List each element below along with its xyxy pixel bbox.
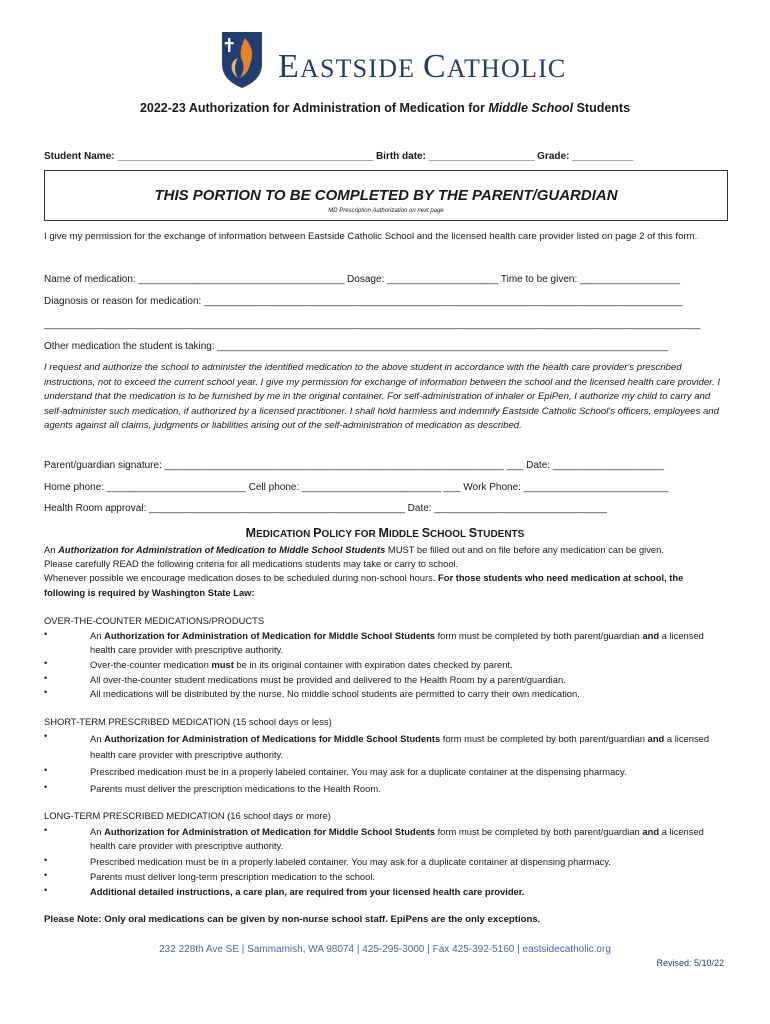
otc-item-4: All medications will be distributed by the nurse. No middle school students are permitted to carry their own medication.: [90, 688, 580, 699]
authorization-text: I request and authorize the school to administer the identified medication to the above student in accordance with the health care provider's prescribed instructions, not to exceed the current school year. I give my permission for exchange of information between the school and the licensed health care provider. I understand that the medication is to be furnished by me in the original container. For self-administration of inhaler or EpiPen, I authorize my child to carry and self-administer such medication, if authorized by a licensed practitioner. I shall hold harmless and indemnify Eastside Catholic School's officers, employees and agents against all claims, judgments or liabilities arising out of the self-administration of medication as described.: [44, 362, 721, 431]
bullet-icon: •: [44, 825, 48, 835]
bullet-icon: •: [44, 658, 48, 668]
other-medication-field-line[interactable]: Other medication the student is taking: _________________________________________________________________________________: [44, 341, 668, 352]
phone-field-line[interactable]: Home phone: _________________________ Cell phone: _________________________ ___ Work Phone: __________________________: [44, 482, 669, 493]
parent-box-subtext: MD Prescription Authorization on next page: [328, 208, 444, 214]
bullet-icon: •: [44, 765, 48, 775]
otc-item-3: All over-the-counter student medications must be provided and delivered to the Health Room by a parent/guardian.: [90, 674, 566, 685]
footer-address: 232 228th Ave SE | Sammamish, WA 98074 | 425-295-3000 | Fax 425-392-5160 | eastsidecatholic.org: [159, 944, 611, 955]
long-term-item-2: Prescribed medication must be in a properly labeled container. You may ask for a duplicate container at dispensing pharmacy.: [90, 856, 611, 867]
signature-field-line[interactable]: Parent/guardian signature: _____________________________________________________________ ___ Date: ____________________: [44, 460, 665, 471]
medication-field-line[interactable]: Name of medication: _____________________________________ Dosage: ____________________ Time to be given: __________________: [44, 274, 681, 285]
short-term-item-2: Prescribed medication must be in a properly labeled container. You may ask for a duplicate container at the dispensing pharmacy.: [90, 766, 627, 777]
policy-note: Please Note: Only oral medications can be given by non-nurse school staff. EpiPens are the only exceptions.: [44, 914, 541, 925]
short-term-item-3: Parents must deliver the prescription medications to the Health Room.: [90, 783, 381, 794]
revised-date: Revised: 5/10/22: [656, 958, 724, 968]
diagnosis-field-line[interactable]: Diagnosis or reason for medication: ______________________________________________________________________________________: [44, 296, 683, 307]
parent-box-heading: THIS PORTION TO BE COMPLETED BY THE PARENT/GUARDIAN: [154, 187, 618, 204]
bullet-icon: •: [44, 731, 48, 741]
bullet-icon: •: [44, 687, 48, 697]
long-term-item-1: An Authorization for Administration of Medication for Middle School Students form must be completed by both parent/guardian and a licensed health care provider with prescriptive authority.: [90, 826, 704, 851]
long-term-heading: LONG-TERM PRESCRIBED MEDICATION (16 school days or more): [44, 810, 331, 821]
bullet-icon: •: [44, 885, 48, 895]
permission-text: I give my permission for the exchange of information between Eastside Catholic School and the licensed health care provider listed on page 2 of this form.: [44, 231, 698, 242]
brand-wordmark: EASTSIDE CATHOLIC: [278, 48, 567, 85]
bullet-icon: •: [44, 629, 48, 639]
short-term-heading: SHORT-TERM PRESCRIBED MEDICATION (15 school days or less): [44, 716, 332, 727]
student-info-line[interactable]: Student Name: ______________________________________________ Birth date: ___________________ Grade: ___________: [44, 151, 634, 162]
page-title: 2022-23 Authorization for Administration of Medication for Middle School Students: [139, 101, 631, 115]
otc-item-2: Over-the-counter medication must be in its original container with expiration dates checked by parent.: [90, 659, 513, 670]
bullet-icon: •: [44, 673, 48, 683]
long-term-item-4: Additional detailed instructions, a care plan, are required from your licensed health care provider.: [90, 886, 525, 897]
shield-crest-icon: [218, 28, 266, 90]
otc-item-1: An Authorization for Administration of Medication for Middle School Students form must be completed by both parent/guardian and a licensed health care provider with prescriptive authority.: [90, 630, 704, 655]
bullet-icon: •: [44, 782, 48, 792]
health-room-field-line[interactable]: Health Room approval: ______________________________________________ Date: _______________________________: [44, 503, 607, 514]
school-logo: [218, 28, 567, 94]
policy-intro-2: Please carefully READ the following criteria for all medications students may take or carry to school.: [44, 558, 459, 569]
policy-section-title: MEDICATION POLICY FOR MIDDLE SCHOOL STUDENTS: [245, 526, 525, 540]
short-term-item-1: An Authorization for Administration of Medications for Middle School Students form must be completed by both parent/guardian and a licensed health care provider with prescriptive authority.: [90, 733, 710, 760]
parent-guardian-box: [44, 170, 728, 221]
policy-intro-1: An Authorization for Administration of Medication to Middle School Students MUST be filled out and on file before any medication can be given.: [44, 544, 664, 555]
policy-intro-3: Whenever possible we encourage medication doses to be scheduled during non-school hours. For those students who need medication at school, the following is required by Washington State Law:: [44, 572, 684, 598]
bullet-icon: •: [44, 855, 48, 865]
bullet-icon: •: [44, 870, 48, 880]
otc-heading: OVER-THE-COUNTER MEDICATIONS/PRODUCTS: [44, 615, 265, 626]
blank-field-line[interactable]: ______________________________________________________________________________________________________________________: [44, 319, 701, 330]
long-term-item-3: Parents must deliver long-term prescription medication to the school.: [90, 871, 376, 882]
